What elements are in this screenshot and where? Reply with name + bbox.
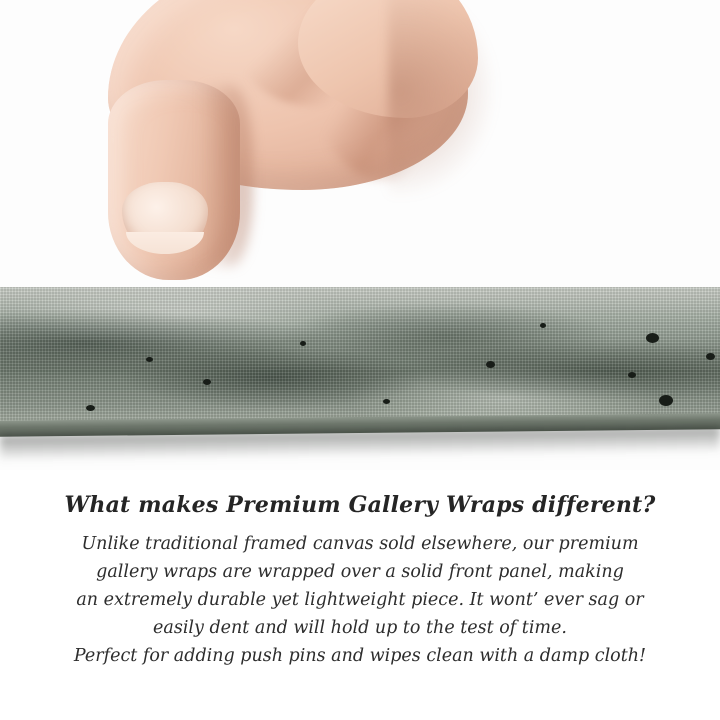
canvas-speck (646, 333, 659, 343)
body-line: an extremely durable yet lightweight piece. It wont’ ever sag or (76, 590, 644, 610)
canvas-weave-texture (0, 287, 720, 427)
marketing-copy (0, 492, 720, 670)
canvas-speck (146, 357, 153, 362)
canvas-speck (86, 405, 95, 411)
canvas-speck (300, 341, 306, 346)
finger-shadow (200, 86, 252, 266)
canvas-speck (486, 361, 495, 368)
canvas-speck (383, 399, 390, 404)
hand (88, 0, 488, 320)
body-line: Perfect for adding push pins and wipes clean with a damp cloth! (73, 646, 647, 666)
canvas-speck (706, 353, 715, 360)
canvas-panel (0, 287, 720, 445)
canvas-speck (540, 323, 546, 328)
canvas-speck (628, 372, 636, 378)
body-line: Unlike traditional framed canvas sold elsewhere, our premium (81, 534, 639, 554)
hand-edge-shadow (388, 0, 498, 200)
canvas-speck (659, 395, 673, 406)
body-line: gallery wraps are wrapped over a solid front panel, making (96, 562, 624, 582)
canvas-speck (203, 379, 211, 385)
headline: What makes Premium Gallery Wraps different? (64, 492, 656, 518)
body-line: easily dent and will hold up to the test of time. (153, 618, 567, 638)
